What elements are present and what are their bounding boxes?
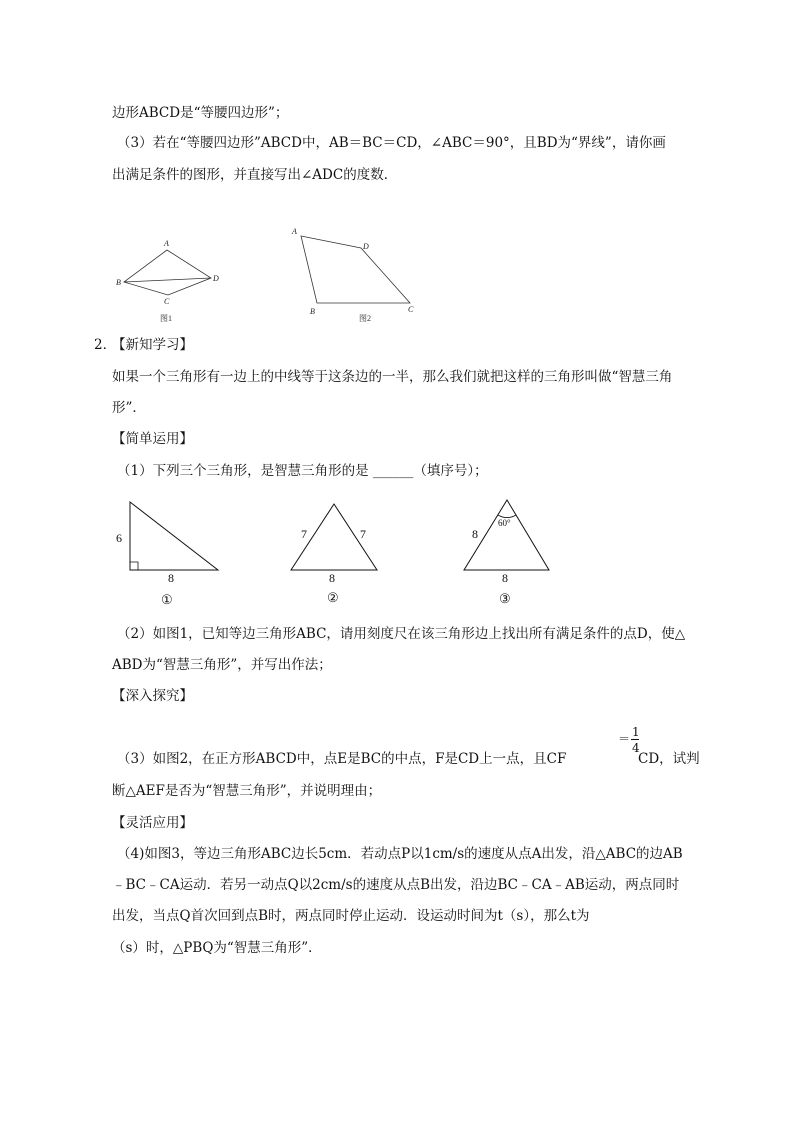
t2-side-right: 7: [360, 527, 366, 541]
section-heading: 【新知学习】: [112, 337, 193, 353]
triangle-1: [116, 502, 218, 607]
text-line: （4)如图3，等边三角形ABC边长5cm．若动点P以1cm/s的速度从点A出发，沿△ABC的边AB: [117, 846, 683, 862]
t3-side-bottom: 8: [502, 571, 508, 585]
fig2-label-c: C: [408, 305, 414, 314]
triangle-2: [291, 504, 377, 605]
text-line: 如果一个三角形有一边上的中线等于这条边的一半，那么我们就把这样的三角形叫做“智慧三角: [112, 369, 673, 385]
text-line: 边形ABCD是“等腰四边形”；: [112, 105, 289, 121]
text-line: 断△AEF是否为“智慧三角形”，并说明理由；: [112, 783, 382, 799]
text-line: （3）如图2，在正方形ABCD中，点E是BC的中点，F是CD上一点，且CF: [117, 751, 567, 767]
text-line: （1）下列三个三角形，是智慧三角形的是 ______（填序号）；: [117, 463, 488, 479]
fig2-label-d: D: [363, 242, 369, 251]
text-line: 形”．: [112, 400, 146, 416]
fraction-bar: [631, 739, 639, 740]
fraction-numerator: 1: [632, 725, 640, 739]
text-line: （2）如图1，已知等边三角形ABC，请用刻度尺在该三角形边上找出所有满足条件的点D，使△: [117, 626, 686, 642]
triangle-3: [464, 500, 549, 606]
text-line: 出满足条件的图形，并直接写出∠ADC的度数．: [112, 167, 398, 183]
section-heading: 【灵活应用】: [112, 815, 193, 831]
question-number: 2．: [94, 337, 117, 353]
t2-side-bottom: 8: [329, 571, 335, 585]
fig1-caption: 图1: [160, 314, 172, 323]
figure-panel-1-2: [110, 218, 430, 330]
fig1-label-b: B: [116, 278, 121, 287]
text-line: ﹣BC﹣CA运动．若另一动点Q以2cm/s的速度从点B出发，沿边BC﹣CA﹣AB运动，两点同时: [112, 877, 680, 893]
t3-label: ③: [499, 591, 511, 606]
fraction-denominator: 4: [632, 741, 640, 755]
t2-label: ②: [327, 590, 339, 605]
text-line: 出发，当点Q首次回到点B时，两点同时停止运动．设运动时间为t（s），那么t为: [112, 908, 590, 924]
text-line: CD，试判: [638, 751, 700, 767]
section-heading: 【简单运用】: [112, 431, 193, 447]
figure-1: [116, 239, 219, 323]
t1-side-6: 6: [116, 531, 122, 545]
text-line: ABD为“智慧三角形”，并写出作法；: [112, 657, 332, 673]
figure-2: [291, 227, 414, 323]
fig1-label-c: C: [164, 297, 170, 306]
fig2-label-a: A: [292, 227, 297, 236]
text-line: （3）若在“等腰四边形”ABCD中，AB＝BC＝CD，∠ABC＝90°，且BD为“界线”，请你画: [117, 135, 666, 151]
t3-angle: 60°: [498, 518, 511, 528]
t2-side-left: 7: [301, 527, 307, 541]
fig2-label-b: B: [310, 307, 315, 316]
fig1-label-d: D: [213, 274, 219, 283]
section-heading: 【深入探究】: [112, 688, 193, 704]
t1-label: ①: [161, 592, 173, 607]
t3-side-left: 8: [472, 527, 478, 541]
fig2-caption: 图2: [359, 314, 371, 323]
triangles-figure: [110, 492, 570, 612]
fraction-equals: ＝: [618, 732, 631, 746]
t1-side-8: 8: [168, 571, 174, 585]
text-line: （s）时，△PBQ为“智慧三角形”．: [112, 940, 322, 956]
fig1-label-a: A: [164, 239, 169, 248]
